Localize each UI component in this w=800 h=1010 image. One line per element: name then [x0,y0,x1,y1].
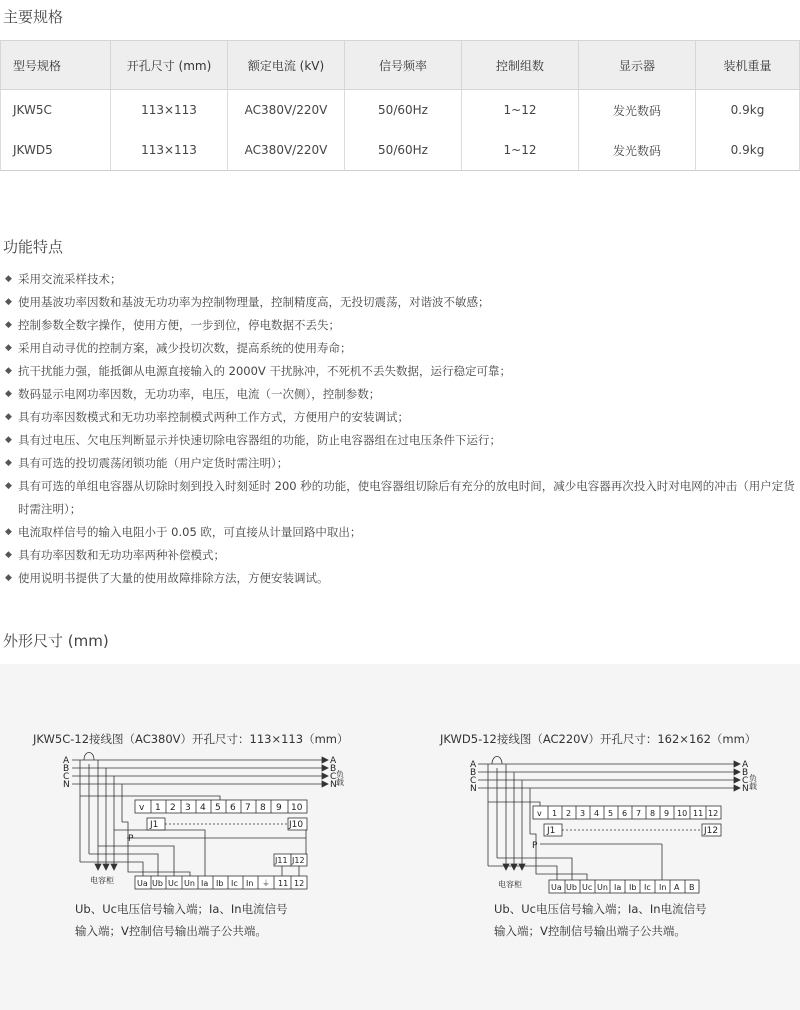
right-top-terminal: 7 [636,809,642,818]
header-model: 型号规格 [1,41,111,90]
diamond-bullet-icon: ◆ [5,297,12,307]
feature-text: 控制参数全数字操作，使用方便，一步到位，停电数据不丢失； [18,318,340,332]
table-row [1,130,800,171]
table-cell: JKW5C [1,90,111,131]
list-item [5,291,800,314]
list-item [5,429,800,452]
feature-text: 具有功率因数模式和无功功率控制模式两种工作方式，方便用户的安装调试； [18,410,409,424]
table-cell: 0.9kg [696,130,800,171]
list-item [5,544,800,567]
dimension-section-title: 外形尺寸 (mm) [3,632,109,650]
header-display: 显示器 [579,41,696,90]
left-top-terminal: v [139,803,145,813]
right-p-label: P [532,841,538,851]
right-capacitor-label: 电容柜 [498,880,522,889]
right-bottom-terminal: A [674,883,680,892]
table-cell: 1~12 [462,130,579,171]
table-cell: 50/60Hz [345,130,462,171]
table-row [1,90,800,131]
diamond-bullet-icon: ◆ [5,343,12,353]
left-top-terminal: 2 [170,803,176,813]
right-bottom-terminal: B [689,883,695,892]
feature-text: 具有可选的投切震荡闭锁功能（用户定货时需注明）； [18,456,289,470]
feature-text: 采用交流采样技术； [18,272,122,286]
left-bottom-terminal: In [246,879,254,888]
right-phase-a-label: A [470,760,477,770]
left-bottom-terminal: Un [184,879,195,888]
right-j1-label: J1 [547,826,556,836]
list-item [5,406,800,429]
left-phase-n-label: N [63,780,70,790]
left-bottom-terminal: Ua [137,879,148,888]
right-phase-a-label-right: A [742,760,749,770]
right-phase-n-label-right: N [742,784,749,794]
feature-text: 具有功率因数和无功功率两种补偿模式； [18,548,225,562]
left-phase-a-label-right: A [330,756,337,766]
right-top-terminal: 11 [693,809,704,818]
right-top-terminal: 4 [594,809,600,818]
header-rating: 额定电流 (kV) [228,41,345,90]
header-groups: 控制组数 [462,41,579,90]
right-top-terminal: 6 [622,809,628,818]
right-phase-n-label: N [470,784,477,794]
right-phase-b-label: B [470,768,477,778]
right-caption-line2: 输入端；V控制信号输出端子公共端。 [494,924,686,938]
left-capacitor-label: 电容柜 [90,876,114,885]
table-cell: 50/60Hz [345,90,462,131]
left-top-terminal: 6 [230,803,236,813]
left-bottom-terminal: Ic [231,879,238,888]
left-phase-b-label: B [63,764,70,774]
left-j1-label: J1 [150,820,159,830]
right-top-terminal: v [537,809,542,818]
right-top-terminal: 5 [608,809,614,818]
wiring-diagram-panel [0,664,800,1010]
list-item [5,337,800,360]
right-top-terminal: 1 [552,809,558,818]
feature-list [5,268,800,590]
table-cell: AC380V/220V [228,130,345,171]
left-top-terminal: 3 [185,803,191,813]
left-ground-icon: ⏚ [262,879,270,888]
header-frequency: 信号频率 [345,41,462,90]
left-bottom-terminal: Ia [201,879,209,888]
table-cell: 113×113 [111,90,228,131]
right-top-terminal: 10 [677,809,688,818]
left-bottom-terminal: 12 [294,879,305,888]
left-bottom-terminal: Ib [216,879,224,888]
left-phase-n-label-right: N [330,780,337,790]
left-diagram-caption [75,898,288,942]
list-item [5,475,800,521]
left-load-label: 负载 [335,770,345,786]
left-j11-label: J11 [275,856,288,865]
table-cell: AC380V/220V [228,90,345,131]
diamond-bullet-icon: ◆ [5,458,12,468]
feature-text: 具有过电压、欠电压判断显示并快速切除电容器组的功能，防止电容器组在过电压条件下运行； [18,433,501,447]
left-p-label: P [128,834,134,844]
list-item [5,360,800,383]
diamond-bullet-icon: ◆ [5,481,12,491]
feature-text: 数码显示电网功率因数，无功功率，电压，电流（一次侧），控制参数； [18,387,381,401]
diamond-bullet-icon: ◆ [5,573,12,583]
right-phase-c-label: C [470,776,477,786]
spec-table-header-row [1,41,800,90]
diamond-bullet-icon: ◆ [5,274,12,284]
right-bottom-terminal: Uc [582,883,593,892]
diamond-bullet-icon: ◆ [5,435,12,445]
diamond-bullet-icon: ◆ [5,366,12,376]
left-top-terminal: 1 [155,803,161,813]
left-phase-c-label-right: C [330,772,337,782]
left-j12-label: J12 [292,856,305,865]
right-bottom-terminal: In [659,883,667,892]
diamond-bullet-icon: ◆ [5,389,12,399]
feature-text: 采用自动寻优的控制方案，减少投切次数，提高系统的使用寿命； [18,341,352,355]
left-bottom-terminal: Ub [152,879,163,888]
diamond-bullet-icon: ◆ [5,320,12,330]
spec-table [0,40,800,171]
left-top-terminal: 10 [291,803,303,813]
table-cell: 1~12 [462,90,579,131]
right-load-label: 负载 [748,774,758,790]
right-bottom-terminal: Ia [614,883,622,892]
right-diagram-caption [494,898,707,942]
left-phase-b-label-right: B [330,764,337,774]
left-caption-line2: 输入端；V控制信号输出端子公共端。 [75,924,267,938]
right-phase-c-label-right: C [742,776,749,786]
table-cell: 发光数码 [579,90,696,131]
features-section-title: 功能特点 [3,238,64,256]
feature-text: 使用说明书提供了大量的使用故障排除方法，方便安装调试。 [18,571,329,585]
right-top-terminal: 3 [580,809,586,818]
list-item [5,521,800,544]
feature-text: 具有可选的单组电容器从切除时刻到投入时刻延时 200 秒的功能，使电容器组切除后有充分的放电时间，减少电容器再次投入时对电网的冲击（用户定货时需注明）； [18,479,795,516]
left-top-terminal: 5 [215,803,221,813]
diamond-bullet-icon: ◆ [5,550,12,560]
diamond-bullet-icon: ◆ [5,527,12,537]
list-item [5,268,800,291]
left-j10-label: J10 [289,820,304,830]
header-weight: 装机重量 [696,41,800,90]
table-cell: 发光数码 [579,130,696,171]
spec-section-title: 主要规格 [3,8,64,26]
table-cell: JKWD5 [1,130,111,171]
feature-text: 抗干扰能力强，能抵御从电源直接输入的 2000V 干扰脉冲，不死机不丢失数据，运行稳定可靠； [18,364,511,378]
right-bottom-terminal: Ua [551,883,562,892]
list-item [5,452,800,475]
table-cell: 0.9kg [696,90,800,131]
feature-text: 电流取样信号的输入电阻小于 0.05 欧，可直接从计量回路中取出； [18,525,362,539]
list-item [5,567,800,590]
left-top-terminal: 4 [200,803,206,813]
right-diagram-title: JKWD5-12接线图（AC220V）开孔尺寸：162×162（mm） [440,732,757,746]
left-caption-line1: Ub、Uc电压信号输入端；Ia、In电流信号 [75,902,288,916]
left-top-terminal: 7 [245,803,251,813]
right-top-terminal: 12 [708,809,719,818]
right-top-terminal: 2 [566,809,572,818]
right-bottom-terminal: Ic [644,883,651,892]
wiring-diagrams-svg [0,664,800,1010]
right-phase-b-label-right: B [742,768,749,778]
left-phase-a-label: A [63,756,70,766]
left-bottom-terminal: 11 [278,879,289,888]
right-bottom-terminal: Un [597,883,608,892]
header-cutout: 开孔尺寸 (mm) [111,41,228,90]
right-bottom-terminal: Ub [566,883,577,892]
right-bottom-terminal: Ib [629,883,637,892]
right-caption-line1: Ub、Uc电压信号输入端；Ia、In电流信号 [494,902,707,916]
diamond-bullet-icon: ◆ [5,412,12,422]
list-item [5,383,800,406]
left-bottom-terminal: Uc [168,879,179,888]
right-j12-label: J12 [704,826,719,836]
list-item [5,314,800,337]
right-top-terminal: 9 [664,809,670,818]
right-top-terminal: 8 [650,809,656,818]
table-cell: 113×113 [111,130,228,171]
left-phase-c-label: C [63,772,70,782]
left-top-terminal: 8 [260,803,266,813]
right-wiring-diagram [478,757,740,894]
feature-text: 使用基波功率因数和基波无功功率为控制物理量，控制精度高，无投切震荡，对谐波不敏感； [18,295,490,309]
left-diagram-title: JKW5C-12接线图（AC380V）开孔尺寸：113×113（mm） [33,732,349,746]
left-top-terminal: 9 [276,803,282,813]
